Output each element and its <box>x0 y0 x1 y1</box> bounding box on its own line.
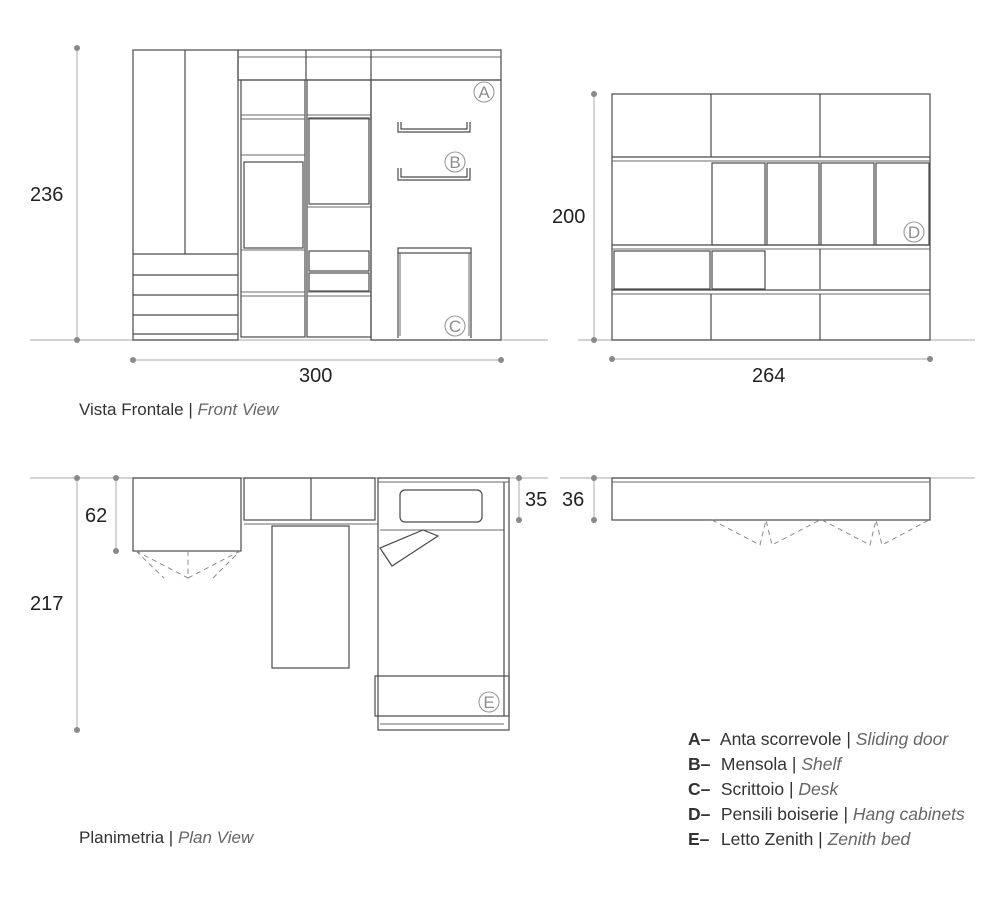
legend-it: Mensola <box>720 754 788 774</box>
legend-code: D– <box>688 804 711 824</box>
marker-d-label: D <box>907 223 921 242</box>
legend-code: C– <box>688 779 711 799</box>
boiserie-height-label: 200 <box>552 206 586 228</box>
front-height-label: 236 <box>30 184 64 206</box>
front-view-caption-it: Vista Frontale <box>79 400 184 419</box>
shelf-depth-label: 35 <box>525 489 548 511</box>
hang-cabinets-plan <box>560 475 975 545</box>
plan-view-caption <box>79 828 253 848</box>
marker-a-label: A <box>478 83 490 102</box>
legend-item-d: D– Pensili boiserie | Hang cabinets <box>688 802 965 827</box>
top-cabinets-plan <box>244 478 378 524</box>
wardrobe-depth-label: 62 <box>85 505 108 527</box>
boiserie-width-label: 264 <box>752 365 786 387</box>
legend-it: Anta scorrevole <box>719 729 842 749</box>
front-view-caption-en: Front View <box>197 400 279 419</box>
legend-it: Letto Zenith <box>720 829 814 849</box>
marker-e <box>479 692 499 712</box>
marker-c-label: C <box>448 317 462 336</box>
legend-en: Zenith bed <box>827 829 911 849</box>
wardrobe-plan <box>133 478 241 578</box>
plan-depth-label: 217 <box>30 593 64 615</box>
wardrobe-front <box>133 50 238 340</box>
legend-en: Hang cabinets <box>852 804 965 824</box>
cabinet-depth-label: 36 <box>562 489 585 511</box>
sliding-door-front <box>371 80 501 340</box>
legend-code: E– <box>688 829 710 849</box>
legend-en: Desk <box>798 779 839 799</box>
front-width-label: 300 <box>299 365 333 387</box>
top-cabinets-front <box>238 50 501 80</box>
marker-b <box>445 152 465 172</box>
legend-item-b: B– Mensola | Shelf <box>688 752 965 777</box>
desk-plan <box>272 526 349 668</box>
marker-b-label: B <box>449 153 461 172</box>
legend-en: Sliding door <box>855 729 949 749</box>
front-view-caption <box>79 400 278 420</box>
boiserie-view-drawing <box>578 91 975 362</box>
marker-a <box>474 82 494 102</box>
legend-code: B– <box>688 754 711 774</box>
bookcase-front <box>241 80 371 337</box>
marker-c <box>445 316 465 336</box>
plan-view-caption-it: Planimetria <box>79 828 165 847</box>
legend-item-a: A– Anta scorrevole | Sliding door <box>688 727 965 752</box>
legend-it: Scrittoio <box>720 779 785 799</box>
legend-item-e: E– Letto Zenith | Zenith bed <box>688 827 965 852</box>
legend <box>688 727 965 852</box>
legend-it: Pensili boiserie <box>720 804 839 824</box>
front-view-drawing <box>30 45 548 363</box>
plan-view-caption-sep: | <box>168 828 174 847</box>
legend-code: A– <box>688 729 711 749</box>
legend-en: Shelf <box>801 754 842 774</box>
plan-view-drawing <box>30 475 975 733</box>
plan-view-caption-en: Plan View <box>177 828 254 847</box>
marker-e-label: E <box>483 693 495 712</box>
marker-d <box>904 222 924 242</box>
front-view-caption-sep: | <box>188 400 193 419</box>
legend-item-c: C– Scrittoio | Desk <box>688 777 965 802</box>
